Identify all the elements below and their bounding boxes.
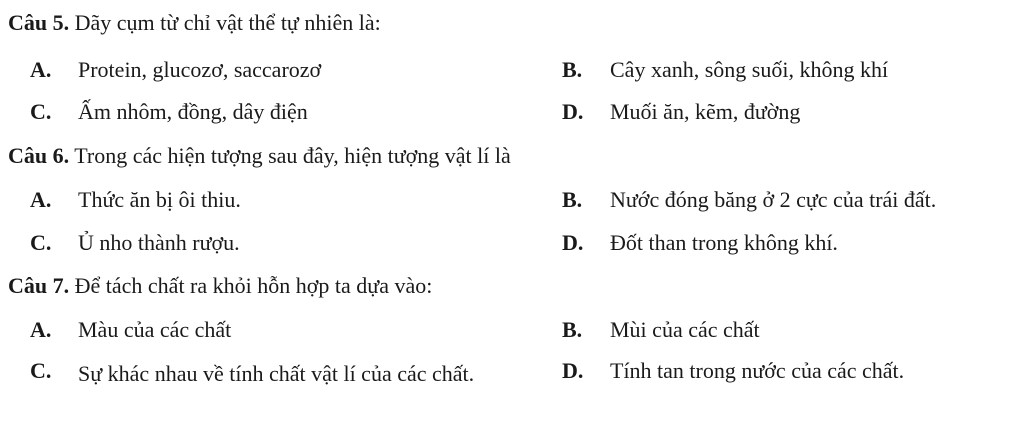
option-letter: B.: [562, 57, 583, 82]
question-5: [8, 10, 381, 36]
question-6-option-c[interactable]: [30, 230, 240, 256]
option-text: Sự khác nhau về tính chất vật lí của các chất.: [78, 361, 475, 386]
question-6-option-d[interactable]: [562, 230, 838, 256]
option-letter: D.: [562, 99, 584, 124]
option-letter: D.: [562, 230, 584, 255]
option-text: Cây xanh, sông suối, không khí: [610, 57, 889, 82]
option-text: Nước đóng băng ở 2 cực của trái đất.: [610, 187, 937, 212]
question-stem: Trong các hiện tượng sau đây, hiện tượng vật lí là: [74, 143, 511, 168]
question-5-option-d[interactable]: [562, 99, 800, 125]
option-letter: D.: [562, 358, 584, 383]
question-5-option-a[interactable]: [30, 57, 321, 83]
question-number: Câu 6.: [8, 143, 70, 168]
option-letter: A.: [30, 317, 52, 342]
option-text: Tính tan trong nước của các chất.: [610, 358, 905, 383]
question-6-option-b[interactable]: [562, 187, 936, 213]
option-letter: C.: [30, 99, 52, 124]
option-letter: B.: [562, 317, 583, 342]
option-letter: B.: [562, 187, 583, 212]
option-text: Ủ nho thành rượu.: [78, 230, 240, 255]
question-stem: Dãy cụm từ chỉ vật thể tự nhiên là:: [74, 10, 381, 35]
question-number: Câu 5.: [8, 10, 70, 35]
option-text: Protein, glucozơ, saccarozơ: [78, 57, 322, 82]
option-letter: A.: [30, 57, 52, 82]
option-letter: C.: [30, 230, 52, 255]
question-5-option-c[interactable]: [30, 99, 308, 125]
question-7-option-c[interactable]: [30, 358, 533, 390]
question-7-option-b[interactable]: [562, 317, 760, 343]
option-text: Ấm nhôm, đồng, dây điện: [78, 99, 308, 124]
option-text: Muối ăn, kẽm, đường: [610, 99, 801, 124]
option-text: Màu của các chất: [78, 317, 232, 342]
question-5-option-b[interactable]: [562, 57, 888, 83]
question-7-option-d[interactable]: [562, 358, 904, 384]
option-letter: A.: [30, 187, 52, 212]
question-6: [8, 143, 511, 169]
option-text: Thức ăn bị ôi thiu.: [78, 187, 241, 212]
option-text: Mùi của các chất: [610, 317, 760, 342]
question-7: [8, 273, 432, 299]
question-stem: Để tách chất ra khỏi hỗn hợp ta dựa vào:: [74, 273, 433, 298]
option-text: Đốt than trong không khí.: [610, 230, 838, 255]
question-7-option-a[interactable]: [30, 317, 231, 343]
question-6-option-a[interactable]: [30, 187, 241, 213]
option-letter: C.: [30, 358, 52, 383]
question-number: Câu 7.: [8, 273, 70, 298]
